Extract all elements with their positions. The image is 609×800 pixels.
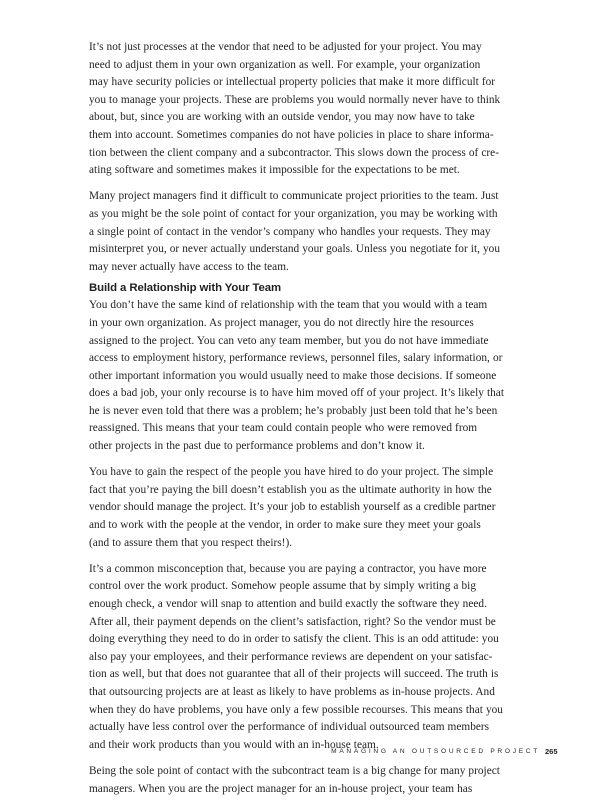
text-line: does a bad job, your only recourse is to have him moved off of your project. It’s likely that <box>89 387 504 400</box>
text-line: assigned to the project. You can veto any team member, but you do not have immediate <box>89 334 489 347</box>
text-line: Many project managers find it difficult to communicate project priorities to the team. Just <box>89 190 499 203</box>
text-line: misinterpret you, or never actually understand your goals. Unless you negotiate for it, you <box>89 243 501 256</box>
text-line: in your own organization. As project manager, you do not directly hire the resources <box>89 316 474 329</box>
text-line: control over the work product. Somehow people assume that by simply writing a big <box>89 580 476 593</box>
text-line: doing everything they need to do in order to satisfy the client. This is an odd attitude: you <box>89 633 499 646</box>
text-line: Being the sole point of contact with the subcontract team is a big change for many project <box>89 764 500 777</box>
text-line: tion as well, but that does not guarantee that all of their projects will succeed. The truth is <box>89 668 499 681</box>
text-line: managers. When you are the project manager for an in-house project, your team has <box>89 782 473 795</box>
text-line: You don’t have the same kind of relationship with the team that you would with a team <box>89 299 488 312</box>
text-line: may never actually have access to the team. <box>89 260 289 273</box>
text-line: about, but, since you are working with an outside vendor, you may now have to take <box>89 111 475 124</box>
body-paragraph <box>89 464 521 552</box>
paragraph-gap <box>89 180 521 189</box>
text-line: It’s not just processes at the vendor that need to be adjusted for your project. You may <box>89 41 482 53</box>
text-line: and their work products than you would with an in-house team. <box>89 738 379 751</box>
text-line: them into account. Sometimes companies do not have policies in place to share informa- <box>89 128 494 141</box>
body-paragraph <box>89 297 521 455</box>
section-heading: Build a Relationship with Your Team <box>89 282 282 295</box>
text-line: also pay your employees, and their performance reviews are dependent on your satisfac- <box>89 650 493 663</box>
text-line: It’s a common misconception that, because you are paying a contractor, you have more <box>89 562 487 575</box>
body-paragraph <box>89 561 521 755</box>
text-line: actually have less control over the performance of individual outsourced team members <box>89 721 490 734</box>
text-line: and to work with the people at the vendor, in order to make sure they meet your goals <box>89 519 481 532</box>
text-line: other important information you would usually need to make those decisions. If someone <box>89 369 497 382</box>
text-line: need to adjust them in your own organization as well. For example, your organization <box>89 58 481 71</box>
text-line: vendor should manage the project. It’s your job to establish yourself as a credible partner <box>89 501 496 514</box>
text-line: ating software and sometimes makes it impossible for the expectations to be met. <box>89 164 460 177</box>
text-line: After all, their payment depends on the client’s satisfaction, right? So the vendor must be <box>89 615 496 628</box>
paragraph-gap <box>89 754 521 763</box>
text-line: enough check, a vendor will snap to attention and build exactly the software they need. <box>89 598 487 610</box>
text-line: (and to assure them that you respect theirs!). <box>89 536 293 549</box>
text-line: fact that you’re paying the bill doesn’t establish you as the ultimate authority in how the <box>89 483 492 496</box>
text-line: access to employment history, performance reviews, personnel files, salary information, or <box>89 352 503 365</box>
text-line: he is never even told that there was a problem; he’s probably just been told that he’s been <box>89 404 498 417</box>
text-line: other projects in the past due to performance problems and don’t know it. <box>89 440 425 453</box>
text-line: a single point of contact in the vendor’s company who handles your requests. They may <box>89 225 491 238</box>
body-paragraph <box>89 763 521 798</box>
text-line: You have to gain the respect of the people you have hired to do your project. The simple <box>89 466 494 479</box>
text-line: reassigned. This means that your team could contain people who were removed from <box>89 422 478 435</box>
body-paragraph <box>89 188 521 276</box>
text-line: as you might be the sole point of contact for your organization, you may be working with <box>89 207 498 220</box>
paragraph-gap <box>89 552 521 561</box>
text-line: when they do have problems, you have only a few possible recourses. This means that you <box>89 703 503 716</box>
running-head: MANAGING AN OUTSOURCED PROJECT <box>331 748 540 755</box>
text-line: tion between the client company and a subcontractor. This slows down the process of cre- <box>89 146 499 159</box>
page-body <box>89 39 521 798</box>
text-line: that outsourcing projects are at least as likely to have problems as in-house projects. And <box>89 685 495 698</box>
page-number: 265 <box>545 747 558 756</box>
text-line: may have security policies or intellectual property policies that make it more difficult for <box>89 76 496 89</box>
paragraph-gap <box>89 456 521 465</box>
text-line: you to manage your projects. These are problems you would normally never have to think <box>89 93 501 106</box>
body-paragraph <box>89 39 521 180</box>
